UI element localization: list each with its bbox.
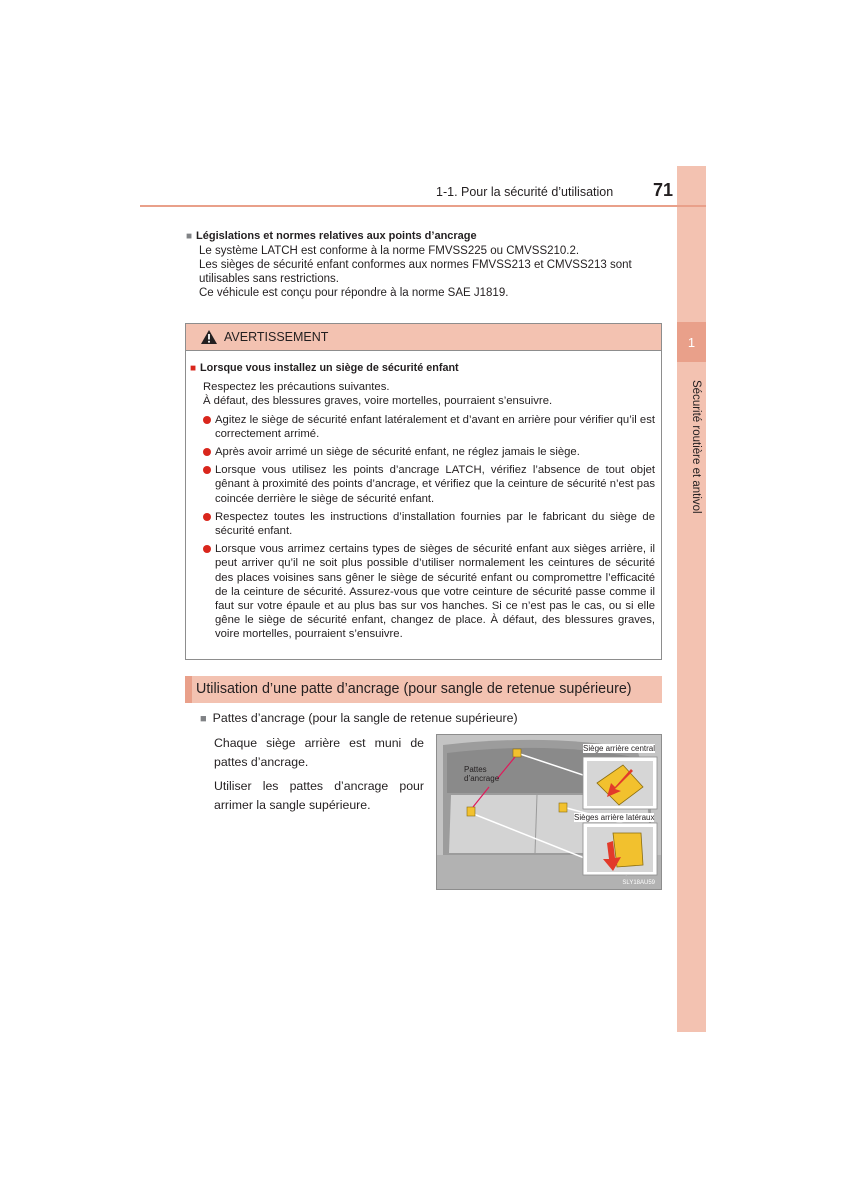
warning-bullet-4 [190,510,655,538]
warning-header [186,324,661,351]
page-number: 71 [653,180,674,200]
warning-heading: AVERTISSEMENT [224,330,329,344]
latch-standards-section [186,229,662,300]
red-square-bullet-icon: ■ [190,363,197,374]
side-seats-label: Sièges arrière latéraux [574,813,655,822]
anchor-label [464,765,499,783]
warning-subtitle: Lorsque vous installez un siège de sécurité enfant [200,362,459,374]
illustration-code: SLY18AU59 [622,880,655,886]
latch-standards-title: Législations et normes relatives aux points d’ancrage [196,230,477,242]
warning-bullet-5 [190,542,655,641]
square-bullet-icon: ■ [200,713,207,725]
anchor-label-line-2: d’ancrage [464,774,500,783]
side-tab [677,166,706,1032]
warning-intro [190,380,655,408]
warning-bullet-text-3: Lorsque vous utilisez les points d’ancrage LATCH, vérifiez l’absence de tout objet gênant à proximité des points d’ancrage, et vérifiez que la ceinture de sécurité n’est pas coincée derrière le siège de sécurité enfant. [215,464,655,505]
anchor-illustration [436,734,662,890]
anchor-paragraph-2: Utiliser les pattes d’ancrage pour arrimer la sangle supérieure. [214,779,424,812]
warning-triangle-icon [200,329,218,345]
warning-bullet-3 [190,463,655,506]
chapter-number: 1 [677,322,706,362]
square-bullet-icon: ■ [186,231,193,242]
latch-line-3: Ce véhicule est conçu pour répondre à la norme SAE J1819. [199,287,509,299]
chapter-title: Sécurité routière et antivol [690,380,702,514]
red-bullet-icon [203,416,211,424]
anchor-strap-section-heading: Utilisation d’une patte d’ancrage (pour sangle de retenue supérieure) [185,676,662,703]
red-bullet-icon [203,466,211,474]
section-header-title: 1-1. Pour la sécurité d’utilisation [436,185,614,199]
warning-bullet-2 [190,445,655,459]
latch-line-1: Le système LATCH est conforme à la norme FMVSS225 ou CMVSS210.2. [199,245,580,257]
red-bullet-icon [203,448,211,456]
anchor-label-line-1: Pattes [464,765,487,774]
center-seat-label: Siège arrière central [583,744,656,753]
red-bullet-icon [203,513,211,521]
red-bullet-icon [203,545,211,553]
anchor-brackets-subheading-row [200,711,518,725]
header-divider [140,205,706,207]
warning-body [186,351,661,642]
warning-box [185,323,662,660]
warning-bullet-text-1: Agitez le siège de sécurité enfant latéralement et d’avant en arrière pour vérifier qu’il est correctement arrimé. [215,413,655,440]
warning-subtitle-row [190,361,655,376]
latch-standards-title-row [186,229,662,244]
latch-line-2: Les sièges de sécurité enfant conformes aux normes FMVSS213 et CMVSS213 sont utilisables sans restrictions. [199,259,632,285]
warning-intro-line-1: Respectez les précautions suivantes. [203,381,390,394]
warning-bullet-text-5: Lorsque vous arrimez certains types de sièges de sécurité enfant aux sièges arrière, il peut arriver qu’il ne soit plus possible d’utiliser normalement les ceintures de sécurité des places voisines sans gêner le siège de sécurité enfant ou compromettre l’efficacité de la ceinture de sécurité. Assurez-vous que votre ceinture de sécurité passe comme il faut sur votre épaule et au plus bas sur vos hanches. Si ce n’est pas le cas, ou si elle gêne le siège de sécurité enfant, changez de place. À défaut, des blessures graves, voire mortelles, pourraient s’ensuivre. [215,543,655,641]
anchor-paragraph-1: Chaque siège arrière est muni de pattes d’ancrage. [214,736,424,769]
warning-bullet-1 [190,413,655,441]
warning-bullet-text-2: Après avoir arrimé un siège de sécurité enfant, ne réglez jamais le siège. [215,446,580,459]
warning-bullet-text-4: Respectez toutes les instructions d’installation fournies par le fabricant du siège de sécurité enfant. [215,510,655,538]
anchor-brackets-subheading: Pattes d’ancrage (pour la sangle de retenue supérieure) [212,711,518,725]
warning-intro-line-2: À défaut, des blessures graves, voire mortelles, pourraient s’ensuivre. [203,395,553,408]
latch-standards-body [186,244,662,300]
